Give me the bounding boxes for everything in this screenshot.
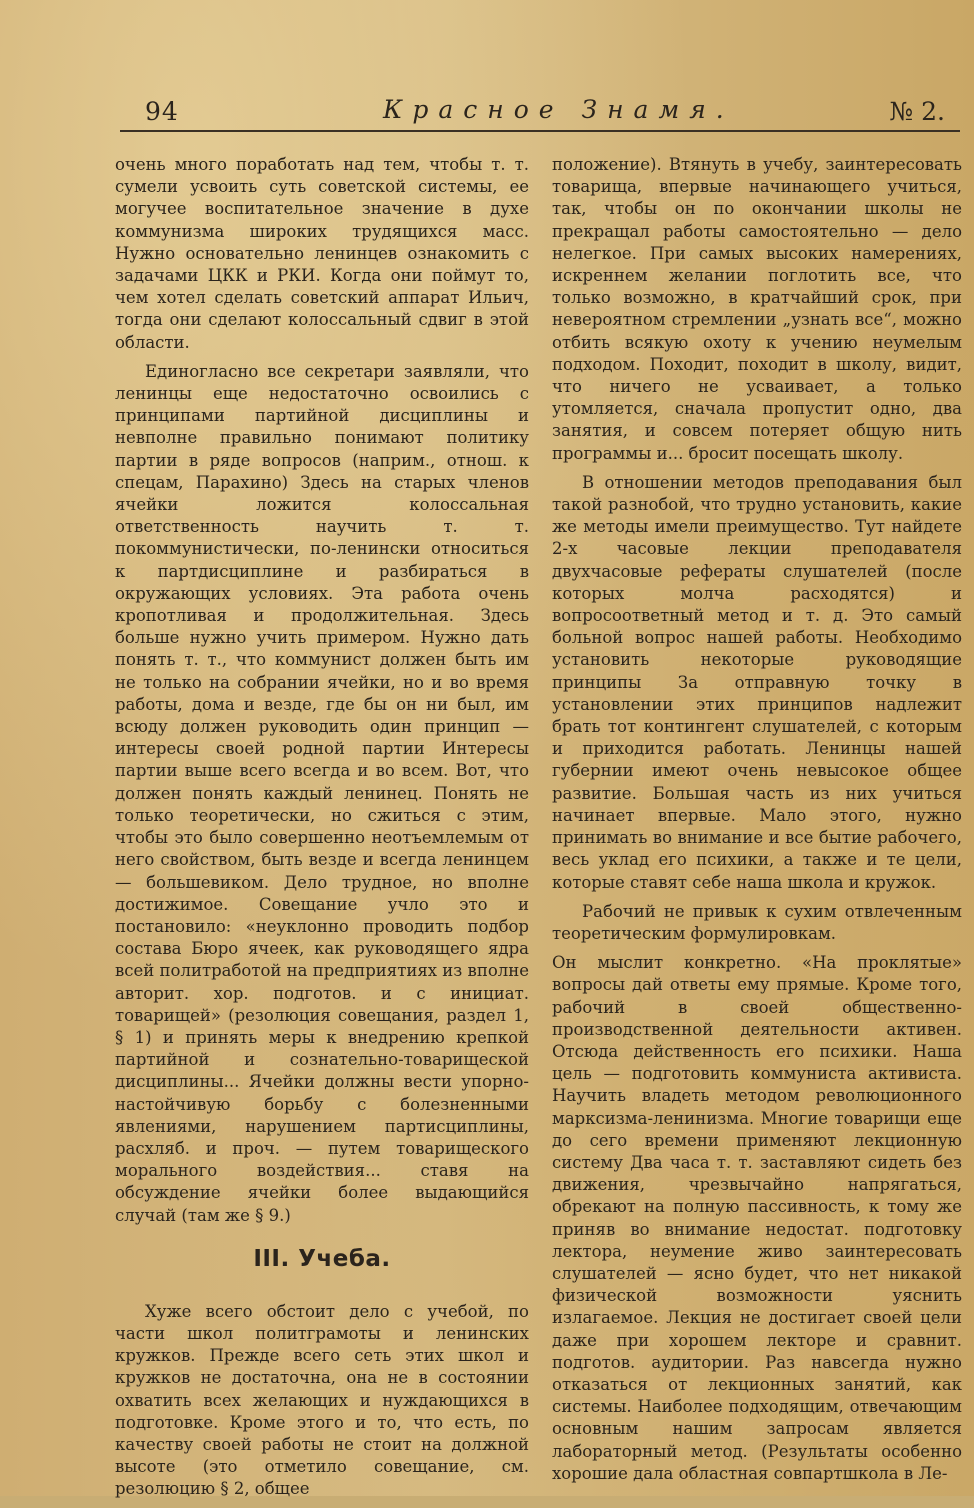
page-number: 94 [145,97,179,126]
header-rule [120,130,960,132]
journal-title: Красное Знамя. [383,95,734,124]
section-heading: III. Учеба. [253,1245,391,1272]
issue-number: № 2. [889,97,945,126]
left-column [115,154,529,1508]
paragraph: положение). Втянуть в учебу, заинтересовать товарища, впервые начинающего учиться, так, чтобы он по окончании школы не прекращал работы самостоятельно — дело нелегкое. При самых высоких намерениях, искреннем желании поглотить все, что только возможно, в кратчайший срок, при невероятном стремлении „узнать все“, можно отбить всякую охоту к учению неумелым подходом. Походит, походит в школу, видит, что ничего не усваивает, а только утомляется, сначала пропустит одно, два занятия, и совсем потеряет общую нить программы и... бросит посещать школу. [552,155,962,463]
paragraph: очень много поработать над тем, чтобы т. т. сумели усвоить суть советской системы, ее могучее воспитательное значение в духе коммунизма широких трудящихся масс. Нужно основательно ленинцев ознакомить с задачами ЦКК и РКИ. Когда они поймут то, чем хотел сделать советский аппарат Ильич, тогда они сделают колоссальный сдвиг в этой области. [115,155,529,352]
page-header [145,95,945,131]
paragraph: Рабочий не привык к сухим отвлеченным теоретическим формулировкам. [552,901,962,943]
paragraph: Он мыслит конкретно. «На проклятые» вопросы дай ответы ему прямые. Кроме того, рабочий в своей общественно-производственной деятельности активен. Отсюда действенность его психики. Наша цель — подготовить коммуниста активиста. Научить владеть методом революционного марксизма-ленинизма. Многие товарищи еще до сего времени применяют лекционную систему Два часа т. т. заставляют сидеть без движения, чрезвычайно напрягаться, обрекают на полную пассивность, к тому же приняв во внимание недостат. подготовку лектора, неумение живо заинтересовать слушателей — ясно будет, что нет никакой физической возможности уяснить излагаемое. Лекция не достигает своей цели даже при хорошем лекторе и сравнит. подготов. аудитории. Раз навсегда нужно отказаться от лекционных занятий, как системы. Наиболее подходящим, отвечающим основным нашим запросам является лабораторный метод. (Результаты особенно хорошие дала областная совпартшкола в Ле- [552,953,962,1483]
paragraph: В отношении методов преподавания был такой разнобой, что трудно установить, какие же методы имели преимущество. Тут найдете 2-х часовые лекции преподавателя двухчасовые рефераты слушателей (после которых молча расходятся) и вопросоответный метод и т. д. Это самый больной вопрос нашей работы. Необходимо установить некоторые руководящие принципы За отправную точку в установлении этих принципов надлежит брать тот контингент слушателей, с которым и приходится работать. Ленинцы нашей губернии имеют очень невысокое общее развитие. Большая часть из них учиться начинает впервые. Мало этого, нужно принимать во внимание и все бытие рабочего, весь уклад его психики, а также и те цели, которые ставят себе наша школа и кружок. [552,472,962,892]
right-column [552,154,962,1492]
paragraph: Единогласно все секретари заявляли, что ленинцы еще недостаточно освоились с принципами партийной дисциплины и невполне правильно понимают политику партии в ряде вопросов (наприм., отнош. к спецам, Парахино) Здесь на старых членов ячейки ложится колоссальная ответственность научить т. т. покоммунистически, по-ленински относиться к партдисциплине и разбираться в окружающих условиях. Эта работа очень кропотливая и продолжительная. Здесь больше нужно учить примером. Нужно дать понять т. т., что коммунист должен быть им не только на собрании ячейки, но и во время работы, дома и везде, где бы он ни был, им всюду должен руководить один принцип — интересы своей родной партии Интересы партии выше всего всегда и во всем. Вот, что должен понять каждый ленинец. Понять не только теоретически, но сжиться с этим, чтобы это было совершенно неотъемлемым от него свойством, быть везде и всегда ленинцем — большевиком. Дело трудное, но вполне достижимое. Совещание учло это и постановило: «неуклонно проводить подбор состава Бюро ячеек, как руководящего ядра всей политработой на предприятиях из вполне авторит. хор. подготов. и с инициат. товарищей» (резолюция совещания, раздел 1, § 1) и принять меры к внедрению крепкой партийной и сознательно-товарищеской дисциплины... Ячейки должны вести упорно-настойчивую борьбу с болезненными явлениями, нарушением партисциплины, расхляб. и проч. — путем товарищеского морального воздействия... ставя на обсуждение ячейки более выдающийся случай (там же § 9.) [115,361,529,1225]
paragraph: Хуже всего обстоит дело с учебой, по части школ политграмоты и ленинских кружков. Прежде всего сеть этих школ и кружков не достаточна, она не в состоянии охватить всех желающих и нуждающихся в подготовке. Кроме этого и то, что есть, по качеству своей работы не стоит на должной высоте (это отметило совещание, см. резолюцию § 2, общее [115,1301,529,1499]
